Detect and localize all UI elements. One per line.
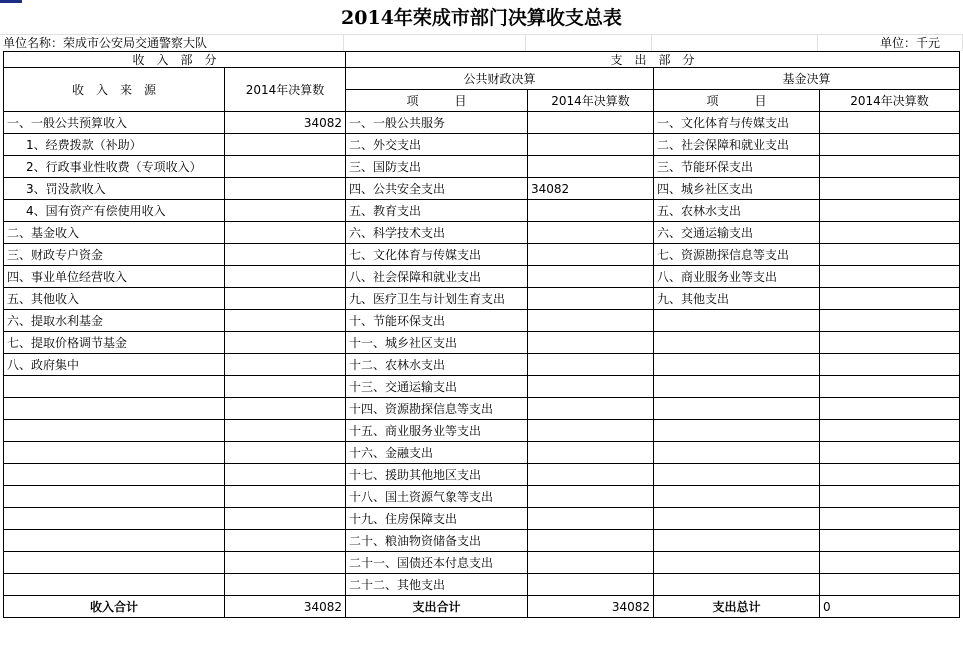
fund-expense-label: 四、城乡社区支出 xyxy=(654,178,820,200)
fund-expense-label xyxy=(654,508,820,530)
income-value xyxy=(225,420,346,442)
table-row xyxy=(4,112,960,134)
fund-expense-value xyxy=(820,332,960,354)
fund-expense-value xyxy=(820,310,960,332)
income-value xyxy=(225,178,346,200)
info-blank-2 xyxy=(526,34,652,51)
table-row xyxy=(4,244,960,266)
table-row xyxy=(4,464,960,486)
income-label: 二、基金收入 xyxy=(4,222,225,244)
public-expense-label: 三、国防支出 xyxy=(346,156,528,178)
fund-expense-value xyxy=(820,464,960,486)
public-expense-label: 十一、城乡社区支出 xyxy=(346,332,528,354)
table-row xyxy=(4,156,960,178)
income-label xyxy=(4,464,225,486)
income-label xyxy=(4,376,225,398)
public-expense-value xyxy=(528,442,654,464)
public-expense-value xyxy=(528,486,654,508)
fund-expense-value xyxy=(820,288,960,310)
table-row xyxy=(4,222,960,244)
fund-expense-label xyxy=(654,376,820,398)
table-row xyxy=(4,332,960,354)
fund-final-header: 2014年决算数 xyxy=(820,90,960,112)
table-row xyxy=(4,442,960,464)
income-label: 五、其他收入 xyxy=(4,288,225,310)
public-expense-label: 六、科学技术支出 xyxy=(346,222,528,244)
fund-expense-label: 六、交通运输支出 xyxy=(654,222,820,244)
fund-expense-value xyxy=(820,200,960,222)
income-label xyxy=(4,486,225,508)
income-label: 1、经费拨款（补助） xyxy=(4,134,225,156)
public-expense-value xyxy=(528,112,654,134)
public-expense-value xyxy=(528,530,654,552)
fund-total-value: 0 xyxy=(820,596,960,618)
public-expense-label: 十七、援助其他地区支出 xyxy=(346,464,528,486)
fund-expense-value xyxy=(820,508,960,530)
income-value xyxy=(225,134,346,156)
fund-expense-value xyxy=(820,156,960,178)
fund-expense-label xyxy=(654,552,820,574)
totals-row xyxy=(4,596,960,618)
public-expense-value xyxy=(528,156,654,178)
public-expense-label: 五、教育支出 xyxy=(346,200,528,222)
public-expense-label: 十、节能环保支出 xyxy=(346,310,528,332)
fund-expense-label xyxy=(654,442,820,464)
fund-expense-value xyxy=(820,442,960,464)
income-source-header: 收 入 来 源 xyxy=(4,68,225,112)
table-row xyxy=(4,200,960,222)
income-value xyxy=(225,244,346,266)
fund-expense-label xyxy=(654,310,820,332)
unit-name: 单位名称：荣成市公安局交通警察大队 xyxy=(0,34,344,51)
fund-expense-value xyxy=(820,222,960,244)
fund-expense-value xyxy=(820,134,960,156)
fund-expense-value xyxy=(820,376,960,398)
public-expense-label: 二、外交支出 xyxy=(346,134,528,156)
public-item-header: 项 目 xyxy=(346,90,528,112)
income-label xyxy=(4,530,225,552)
income-value xyxy=(225,222,346,244)
income-value xyxy=(225,200,346,222)
table-row xyxy=(4,398,960,420)
income-label: 3、罚没款收入 xyxy=(4,178,225,200)
fund-expense-value xyxy=(820,112,960,134)
fund-expense-value xyxy=(820,552,960,574)
table-row xyxy=(4,266,960,288)
public-expense-label: 十三、交通运输支出 xyxy=(346,376,528,398)
public-expense-label: 二十二、其他支出 xyxy=(346,574,528,596)
public-expense-value xyxy=(528,508,654,530)
public-expense-value xyxy=(528,398,654,420)
public-final-header: 2014年决算数 xyxy=(528,90,654,112)
fund-header: 基金决算 xyxy=(654,68,960,90)
fund-expense-value xyxy=(820,244,960,266)
fund-expense-value xyxy=(820,420,960,442)
income-label xyxy=(4,508,225,530)
page-title: 2014年荣成市部门决算收支总表 xyxy=(341,7,622,29)
public-expense-value xyxy=(528,134,654,156)
fund-expense-label: 五、农林水支出 xyxy=(654,200,820,222)
public-total-value: 34082 xyxy=(528,596,654,618)
income-label: 四、事业单位经营收入 xyxy=(4,266,225,288)
info-blank-3 xyxy=(652,34,818,51)
unit-label: 单位：千元 xyxy=(818,34,963,51)
income-label: 2、行政事业性收费（专项收入） xyxy=(4,156,225,178)
fund-expense-label xyxy=(654,530,820,552)
fund-total-label: 支出总计 xyxy=(654,596,820,618)
income-label xyxy=(4,574,225,596)
income-label xyxy=(4,552,225,574)
income-label: 六、提取水利基金 xyxy=(4,310,225,332)
fund-expense-label xyxy=(654,332,820,354)
fund-expense-label: 三、节能环保支出 xyxy=(654,156,820,178)
public-expense-value xyxy=(528,420,654,442)
income-value xyxy=(225,552,346,574)
public-expense-value xyxy=(528,266,654,288)
public-expense-label: 十五、商业服务业等支出 xyxy=(346,420,528,442)
income-label: 一、一般公共预算收入 xyxy=(4,112,225,134)
fund-expense-label: 二、社会保障和就业支出 xyxy=(654,134,820,156)
table-row xyxy=(4,574,960,596)
table-row xyxy=(4,288,960,310)
fund-expense-value xyxy=(820,530,960,552)
public-expense-value xyxy=(528,354,654,376)
fund-expense-label xyxy=(654,354,820,376)
public-expense-value xyxy=(528,310,654,332)
expense-part-header: 支 出 部 分 xyxy=(346,52,960,68)
income-value xyxy=(225,508,346,530)
income-value xyxy=(225,464,346,486)
income-value xyxy=(225,288,346,310)
fund-expense-label xyxy=(654,398,820,420)
fund-item-header: 项 目 xyxy=(654,90,820,112)
income-value xyxy=(225,442,346,464)
income-value xyxy=(225,486,346,508)
table-row xyxy=(4,420,960,442)
public-total-label: 支出合计 xyxy=(346,596,528,618)
public-expense-label: 十四、资源勘探信息等支出 xyxy=(346,398,528,420)
fund-expense-label: 九、其他支出 xyxy=(654,288,820,310)
fund-expense-label: 一、文化体育与传媒支出 xyxy=(654,112,820,134)
public-expense-label: 十九、住房保障支出 xyxy=(346,508,528,530)
info-blank-1 xyxy=(344,34,526,51)
income-value: 34082 xyxy=(225,112,346,134)
fund-expense-value xyxy=(820,574,960,596)
table-row xyxy=(4,508,960,530)
public-expense-value xyxy=(528,288,654,310)
public-expense-label: 十二、农林水支出 xyxy=(346,354,528,376)
income-value xyxy=(225,376,346,398)
income-value xyxy=(225,354,346,376)
table-row xyxy=(4,486,960,508)
income-label: 三、财政专户资金 xyxy=(4,244,225,266)
public-expense-label: 七、文化体育与传媒支出 xyxy=(346,244,528,266)
public-expense-label: 十八、国土资源气象等支出 xyxy=(346,486,528,508)
table-row xyxy=(4,310,960,332)
public-expense-value xyxy=(528,464,654,486)
income-final-header: 2014年决算数 xyxy=(225,68,346,112)
table-row xyxy=(4,354,960,376)
fund-expense-label: 七、资源勘探信息等支出 xyxy=(654,244,820,266)
public-expense-value xyxy=(528,574,654,596)
public-expense-value xyxy=(528,332,654,354)
public-expense-label: 十六、金融支出 xyxy=(346,442,528,464)
public-expense-label: 九、医疗卫生与计划生育支出 xyxy=(346,288,528,310)
fund-expense-label xyxy=(654,464,820,486)
income-label xyxy=(4,442,225,464)
public-expense-label: 四、公共安全支出 xyxy=(346,178,528,200)
table-row xyxy=(4,530,960,552)
income-label xyxy=(4,420,225,442)
income-value xyxy=(225,574,346,596)
fund-expense-value xyxy=(820,486,960,508)
income-value xyxy=(225,156,346,178)
fund-expense-value xyxy=(820,398,960,420)
income-label: 4、国有资产有偿使用收入 xyxy=(4,200,225,222)
income-total-label: 收入合计 xyxy=(4,596,225,618)
info-row xyxy=(0,34,963,51)
public-expense-value xyxy=(528,552,654,574)
fund-expense-value xyxy=(820,266,960,288)
income-value xyxy=(225,398,346,420)
public-expense-label: 二十一、国债还本付息支出 xyxy=(346,552,528,574)
public-expense-value xyxy=(528,244,654,266)
public-finance-header: 公共财政决算 xyxy=(346,68,654,90)
table-row xyxy=(4,178,960,200)
fund-expense-label xyxy=(654,486,820,508)
income-label: 八、政府集中 xyxy=(4,354,225,376)
public-expense-value xyxy=(528,200,654,222)
fund-expense-label: 八、商业服务业等支出 xyxy=(654,266,820,288)
income-value xyxy=(225,332,346,354)
income-total-value: 34082 xyxy=(225,596,346,618)
table-row xyxy=(4,376,960,398)
fund-expense-label xyxy=(654,420,820,442)
fund-expense-label xyxy=(654,574,820,596)
fund-expense-value xyxy=(820,354,960,376)
public-expense-label: 八、社会保障和就业支出 xyxy=(346,266,528,288)
public-expense-value xyxy=(528,222,654,244)
income-part-header: 收 入 部 分 xyxy=(4,52,346,68)
income-value xyxy=(225,266,346,288)
summary-table xyxy=(3,51,960,618)
public-expense-label: 一、一般公共服务 xyxy=(346,112,528,134)
public-expense-value: 34082 xyxy=(528,178,654,200)
income-value xyxy=(225,530,346,552)
income-value xyxy=(225,310,346,332)
income-label xyxy=(4,398,225,420)
fund-expense-value xyxy=(820,178,960,200)
public-expense-label: 二十、粮油物资储备支出 xyxy=(346,530,528,552)
public-expense-value xyxy=(528,376,654,398)
table-row xyxy=(4,134,960,156)
income-label: 七、提取价格调节基金 xyxy=(4,332,225,354)
table-row xyxy=(4,552,960,574)
